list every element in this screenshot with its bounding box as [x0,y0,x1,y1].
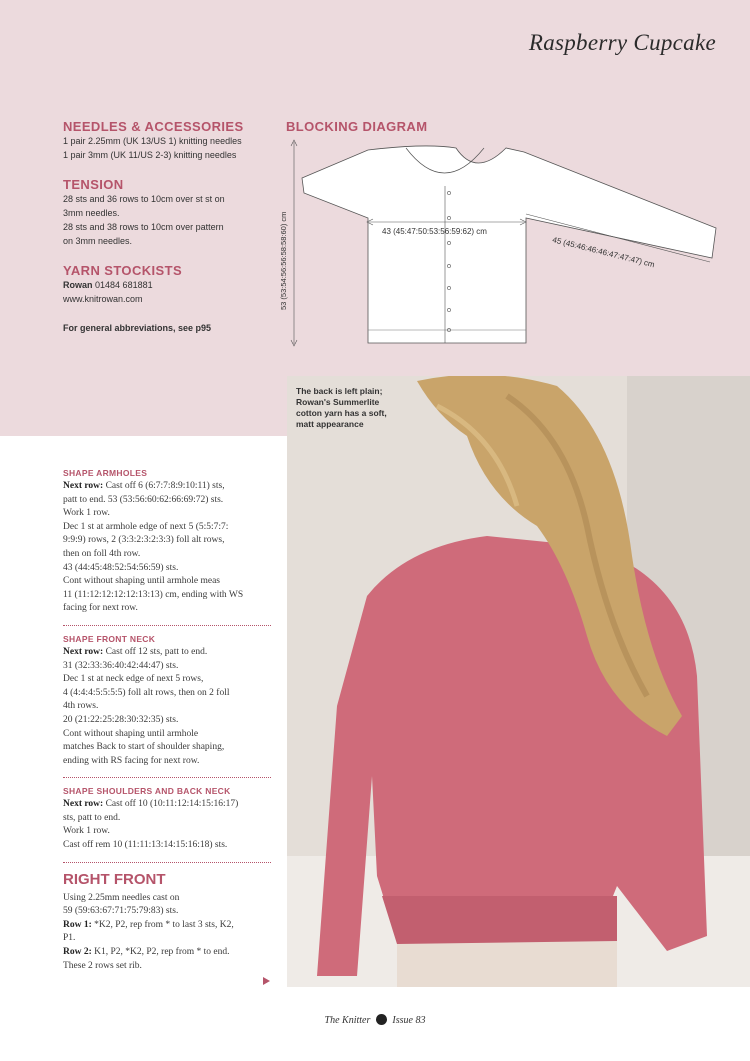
front-neck-line-4: 4 (4:4:4:5:5:5:5) foll alt rows, then on 2 foll [63,687,230,698]
tension-heading: TENSION [63,177,124,192]
page-footer [0,1014,750,1026]
tension-line-3: 28 sts and 38 rows to 10cm over pattern [63,222,224,232]
page-title: Raspberry Cupcake [528,30,716,55]
needles-line-2: 1 pair 3mm (UK 11/US 2-3) knitting needles [63,150,237,160]
row2-label: Row 2: [63,947,92,958]
armholes-line-8: Cont without shaping until armhole meas [63,576,220,587]
model-photo [287,376,750,987]
needles-line-1: 1 pair 2.25mm (UK 13/US 1) knitting needles [63,136,242,146]
armholes-line-3: Work 1 row. [63,508,110,519]
needles-heading: NEEDLES & ACCESSORIES [63,119,244,134]
tension-line-4: on 3mm needles. [63,236,133,246]
divider [63,625,271,626]
armholes-line-1 [63,480,271,494]
yarn-section [63,263,182,306]
continue-arrow-icon [263,977,270,985]
photo-illustration [287,376,750,987]
diagram-heading: BLOCKING DIAGRAM [286,119,428,134]
front-neck-line-1 [63,646,271,660]
front-neck-line-7: Cont without shaping until armhole [63,728,199,739]
shoulders-line-3: Work 1 row. [63,826,110,837]
magazine-name: The Knitter [324,1015,371,1026]
sleeve-label: 45 (45:46:46:46:47:47:47) cm [551,235,656,270]
cardigan-outline [302,146,716,343]
shoulders-line-1-text: Cast off 10 (10:11:12:14:15:16:17) [103,799,239,810]
right-front-row-2b: These 2 rows set rib. [63,960,142,971]
front-neck-line-6: 20 (21:22:25:28:30:32:35) sts. [63,714,179,725]
right-front-row-1 [63,919,271,933]
row1-label: Row 1: [63,919,92,930]
photo-caption: The back is left plain; Rowan's Summerlite cotton yarn has a soft, matt appearance [296,386,387,429]
armholes-line-6: then on foll 4th row. [63,548,141,559]
front-neck-row-label: Next row: [63,646,104,657]
abbreviations-note: For general abbreviations, see p95 [63,323,212,333]
shoulders-line-2: sts, patt to end. [63,812,121,823]
right-front-line-2: 59 (59:63:67:71:75:79:83) sts. [63,906,179,917]
tension-line-2: 3mm needles. [63,208,120,218]
armholes-line-2: patt to end. 53 (53:56:60:62:66:69:72) sts. [63,494,224,505]
front-neck-line-5: 4th rows. [63,701,99,712]
yarn-brand: Rowan [63,280,93,290]
blocking-diagram [276,138,726,353]
right-front-heading: RIGHT FRONT [63,870,166,888]
tension-line-1: 28 sts and 36 rows to 10cm over st st on [63,194,225,204]
length-label: 53 (53:54:56:56:58:58:60) cm [279,211,288,310]
armholes-line-4: Dec 1 st at armhole edge of next 5 (5:5:7:7: [63,521,229,532]
shoulders-heading: SHAPE SHOULDERS AND BACK NECK [63,786,231,797]
shoulders-line-1 [63,798,271,812]
tension-section [63,177,225,248]
divider [63,777,271,778]
right-front-line-1: Using 2.25mm needles cast on [63,892,180,903]
yarn-web: www.knitrowan.com [63,294,143,304]
armholes-heading: SHAPE ARMHOLES [63,468,148,478]
right-front-row-1b: P1. [63,933,76,944]
magazine-logo-icon [376,1014,387,1025]
divider [63,862,271,863]
instructions-column [63,468,271,973]
front-neck-line-9: ending with RS facing for next row. [63,755,200,766]
row2-text: K1, P2, *K2, P2, rep from * to end. [91,947,230,958]
armholes-line-7: 43 (44:45:48:52:54:56:59) sts. [63,562,179,573]
yarn-stockist [63,278,182,292]
armholes-line-9: 11 (11:12:12:12:12:13:13) cm, ending with WS [63,589,244,600]
armholes-line-10: facing for next row. [63,603,138,614]
needles-section [63,119,244,162]
issue-number: Issue 83 [392,1015,426,1026]
armholes-line-1-text: Cast off 6 (6:7:7:8:9:10:11) sts, [103,481,225,491]
armholes-line-5: 9:9:9) rows, 2 (3:3:2:3:2:3:3) foll alt rows, [63,535,225,546]
front-neck-line-1-text: Cast off 12 sts, patt to end. [103,646,208,657]
shoulders-row-label: Next row: [63,799,104,810]
yarn-heading: YARN STOCKISTS [63,263,183,278]
yarn-phone: 01484 681881 [95,280,153,290]
shoulders-line-4: Cast off rem 10 (11:11:13:14:15:16:18) sts. [63,840,228,851]
front-neck-heading: SHAPE FRONT NECK [63,633,156,644]
armholes-row-label: Next row: [63,481,104,491]
front-neck-line-8: matches Back to start of shoulder shaping, [63,742,225,753]
row1-text: *K2, P2, rep from * to last 3 sts, K2, [91,919,234,930]
front-neck-line-2: 31 (32:33:36:40:42:44:47) sts. [63,660,179,671]
chest-label: 43 (45:47:50:53:56:59:62) cm [382,227,487,236]
right-front-row-2 [63,946,271,960]
front-neck-line-3: Dec 1 st at neck edge of next 5 rows, [63,674,204,685]
